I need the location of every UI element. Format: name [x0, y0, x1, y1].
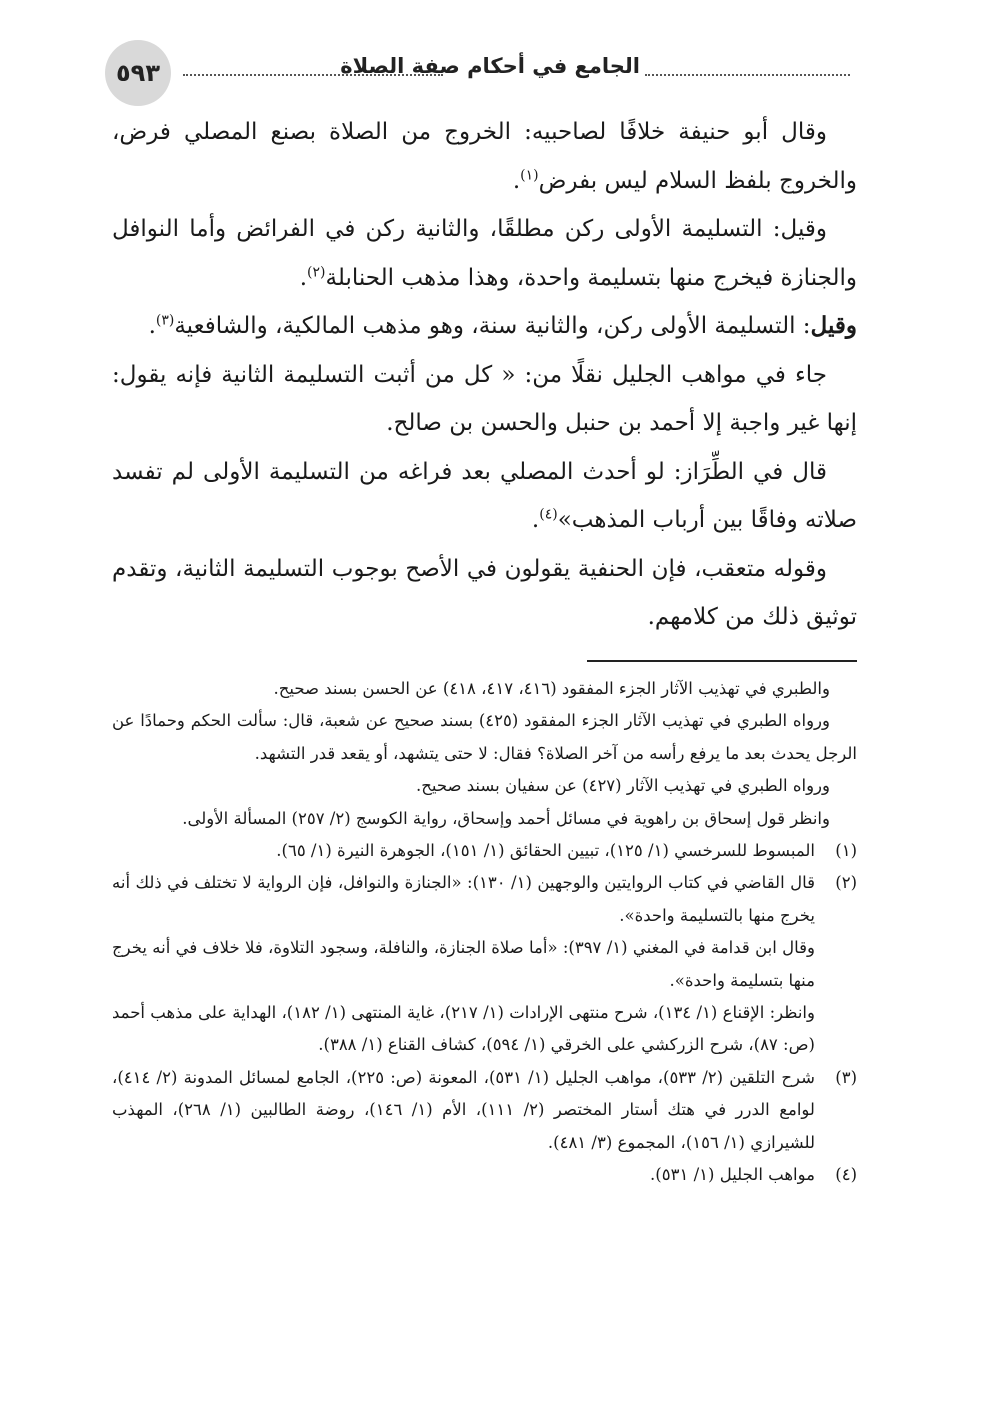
paragraph-6: وقوله متعقب، فإن الحنفية يقولون في الأصح بوجوب التسليمة الثانية، وتقدم توثيق ذلك من كلامهم. — [112, 555, 857, 630]
footnote-2: (٢) قال القاضي في كتاب الروايتين والوجهين (١/ ١٣٠): «الجنازة والنوافل، فإن الرواية لا تختلف في ذلك أنه يخرج منها بالتسليمة واحدة». وقال ابن قدامة في المغني (١/ ٣٩٧): «أما صلاة الجنازة، والنافلة، وسجود التلاوة، فلا خلاف في أنه يخرج منها بتسليمة واحدة». وانظر: الإقناع (١/ ١٣٤)، شرح منتهى الإرادات (١/ ٢١٧)، غاية المنتهى (١/ ١٨٢)، الهداية على مذهب أحمد (ص: ٨٧)، شرح الزركشي على الخرقي (١/ ٥٩٤)، كشاف القناع (١/ ٣٨٨). — [112, 867, 857, 1061]
footnote-ref-3: (٣) — [155, 312, 175, 329]
page-number: ٥٩٣ — [105, 40, 171, 106]
footnote-ref-4: (٤) — [539, 506, 558, 523]
footnote-1: (١) المبسوط للسرخسي (١/ ١٢٥)، تبيين الحقائق (١/ ١٥١)، الجوهرة النيرة (١/ ٦٥). — [112, 835, 857, 867]
paragraph-1: وقال أبو حنيفة خلافًا لصاحبيه: الخروج من الصلاة بصنع المصلي فرض، والخروج بلفظ السلام ليس بفرض$^{(١)}$. — [112, 119, 857, 194]
footnote-number: (٣) — [835, 1067, 857, 1087]
footnote-separator — [587, 660, 857, 662]
footnote-number: (١) — [835, 841, 857, 861]
footnote-ref-1: (١) — [520, 166, 539, 183]
footnote-4: (٤) مواهب الجليل (١/ ٥٣١). — [112, 1159, 857, 1191]
footnotes — [112, 673, 857, 1192]
footnote-continuation-1: والطبري في تهذيب الآثار الجزء المفقود (٤١٦، ٤١٧، ٤١٨) عن الحسن بسند صحيح. — [273, 679, 830, 698]
paragraph-4: جاء في مواهب الجليل نقلًا من: « كل من أثبت التسليمة الثانية فإنه يقول: إنها غير واجبة إلا أحمد بن حنبل والحسن بن صالح. — [112, 361, 857, 436]
page-header — [105, 40, 850, 100]
footnote-3: (٣) شرح التلقين (٢/ ٥٣٣)، مواهب الجليل (١/ ٥٣١)، المعونة (ص: ٢٢٥)، الجامع لمسائل المدونة (٢/ ٤١٤)، لوامع الدرر في هتك أستار المختصر (٢/ ١١١)، الأم (١/ ١٤٦)، روضة الطالبين (١/ ٢٦٨)، المهذب للشيرازي (١/ ١٥٦)، المجموع (٣/ ٤٨١). — [112, 1062, 857, 1159]
footnote-ref-2: (٢) — [307, 263, 326, 280]
footnote-number: (٤) — [835, 1165, 857, 1185]
book-title: الجامع في أحكام صفة الصلاة — [340, 54, 640, 78]
paragraph-2: وقيل: التسليمة الأولى ركن مطلقًا، والثانية ركن في الفرائض وأما النوافل والجنازة فيخرج منها بتسليمة واحدة، وهذا مذهب الحنابلة$^{(٢)}$. — [112, 216, 857, 291]
footnote-number: (٢) — [835, 873, 857, 893]
bold-lead-word: وقيل — [810, 312, 857, 339]
header-dotted-rule-right — [645, 74, 850, 76]
footnote-continuation-2: ورواه الطبري في تهذيب الآثار الجزء المفقود (٤٢٥) بسند صحيح عن شعبة، قال: سألت الحكم وحمادًا عن الرجل يحدث بعد ما يرفع رأسه من آخر الصلاة؟ فقال: لا حتى يتشهد، أو يقعد قدر التشهد. — [112, 711, 857, 763]
main-text — [112, 108, 857, 642]
footnote-continuation-3: ورواه الطبري في تهذيب الآثار (٤٢٧) عن سفيان بسند صحيح. — [415, 776, 830, 796]
paragraph-5: قال في الطِّرَاز: لو أحدث المصلي بعد فراغه من التسليمة الأولى لم تفسد صلاته وفاقًا بين أرباب المذهب»$^{(٤)}$. — [112, 458, 857, 533]
footnote-continuation-4: وانظر قول إسحاق بن راهوية في مسائل أحمد وإسحاق، رواية الكوسج (٢/ ٢٥٧) المسألة الأولى. — [182, 808, 830, 828]
paragraph-3: وقيل: التسليمة الأولى ركن، والثانية سنة، وهو مذهب المالكية، والشافعية$^{(٣)}$. — [148, 312, 857, 339]
